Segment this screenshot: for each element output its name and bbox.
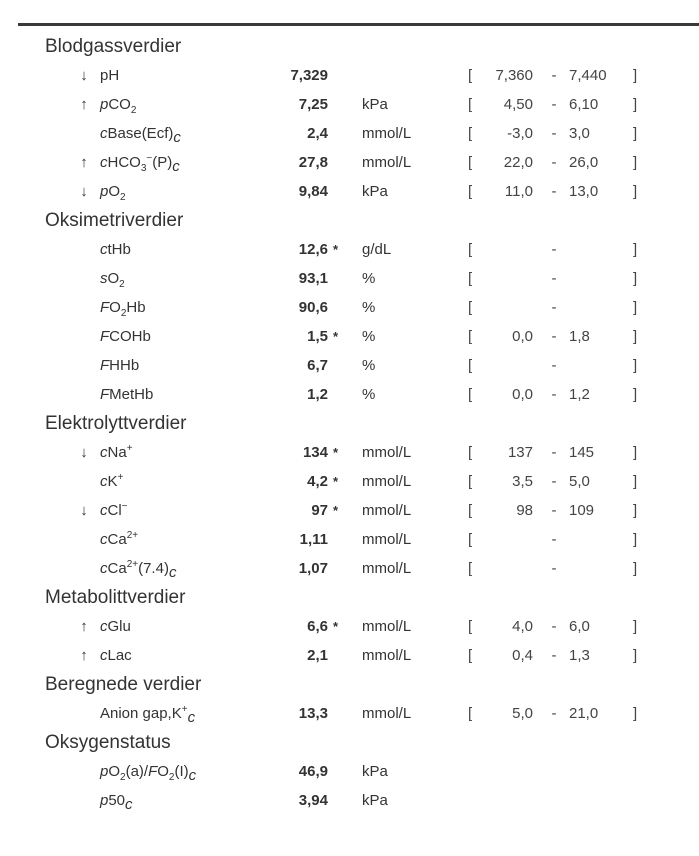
range-low: 0,0 bbox=[512, 328, 533, 345]
range-low: -3,0 bbox=[507, 125, 533, 142]
range-close-bracket: ] bbox=[633, 386, 638, 403]
report-section bbox=[0, 409, 699, 583]
range-dash: - bbox=[551, 473, 557, 490]
parameter-label: $pO_2(a)/FO_2(I)c$ bbox=[100, 763, 197, 784]
range-low: 4,50 bbox=[503, 96, 533, 113]
abnormal-arrow-icon: ↓ bbox=[80, 183, 88, 200]
range-low: 137 bbox=[507, 444, 533, 461]
section-header: Blodgassverdier bbox=[45, 36, 182, 57]
range-low: 98 bbox=[516, 502, 533, 519]
range-open-bracket: [ bbox=[468, 618, 473, 635]
range-dash: - bbox=[551, 241, 557, 258]
range-high: 145 bbox=[569, 444, 595, 461]
result-unit: mmol/L bbox=[362, 125, 412, 142]
result-value: 6,7 bbox=[307, 357, 328, 374]
flag-asterisk: * bbox=[333, 242, 339, 257]
range-dash: - bbox=[551, 67, 557, 84]
range-close-bracket: ] bbox=[633, 241, 638, 258]
range-close-bracket: ] bbox=[633, 531, 638, 548]
report-section bbox=[0, 32, 699, 206]
result-unit: % bbox=[362, 299, 376, 316]
result-row bbox=[0, 380, 699, 409]
range-low: 7,360 bbox=[495, 67, 533, 84]
result-row bbox=[0, 235, 699, 264]
range-close-bracket: ] bbox=[633, 357, 638, 374]
result-value: 1,2 bbox=[307, 386, 328, 403]
report-section bbox=[0, 728, 699, 815]
section-rows bbox=[0, 757, 699, 815]
result-value: 6,6 bbox=[307, 618, 328, 635]
result-row bbox=[0, 438, 699, 467]
parameter-label: cCa$^{2+}$(7.4)c bbox=[100, 559, 177, 581]
result-row bbox=[0, 293, 699, 322]
result-unit: mmol/L bbox=[362, 473, 412, 490]
range-open-bracket: [ bbox=[468, 386, 473, 403]
range-high: 1,8 bbox=[569, 328, 590, 345]
result-unit: mmol/L bbox=[362, 531, 412, 548]
range-close-bracket: ] bbox=[633, 618, 638, 635]
abnormal-arrow-icon: ↑ bbox=[80, 618, 88, 635]
range-dash: - bbox=[551, 357, 557, 374]
result-unit: mmol/L bbox=[362, 560, 412, 577]
parameter-label: $sO_2$ bbox=[100, 270, 125, 290]
result-unit: mmol/L bbox=[362, 502, 412, 519]
parameter-label: cCa$^{2+}$ bbox=[100, 530, 139, 548]
result-value: 7,25 bbox=[298, 96, 328, 113]
result-unit: mmol/L bbox=[362, 618, 412, 635]
range-close-bracket: ] bbox=[633, 183, 638, 200]
section-header: Metabolittverdier bbox=[45, 587, 186, 608]
range-close-bracket: ] bbox=[633, 705, 638, 722]
result-value: 1,11 bbox=[299, 531, 328, 548]
result-row bbox=[0, 119, 699, 148]
range-dash: - bbox=[551, 618, 557, 635]
range-close-bracket: ] bbox=[633, 647, 638, 664]
range-high: 6,0 bbox=[569, 618, 590, 635]
result-row bbox=[0, 699, 699, 728]
result-unit: g/dL bbox=[362, 241, 392, 258]
parameter-label: $FO_2Hb$ bbox=[100, 299, 146, 319]
result-value: 90,6 bbox=[298, 299, 328, 316]
range-close-bracket: ] bbox=[633, 125, 638, 142]
range-open-bracket: [ bbox=[468, 705, 473, 722]
result-unit: mmol/L bbox=[362, 154, 412, 171]
report-section bbox=[0, 206, 699, 409]
range-dash: - bbox=[551, 328, 557, 345]
range-close-bracket: ] bbox=[633, 270, 638, 287]
range-dash: - bbox=[551, 183, 557, 200]
result-row bbox=[0, 90, 699, 119]
result-row bbox=[0, 641, 699, 670]
range-dash: - bbox=[551, 96, 557, 113]
range-close-bracket: ] bbox=[633, 96, 638, 113]
result-value: 9,84 bbox=[298, 183, 328, 200]
result-unit: mmol/L bbox=[362, 444, 412, 461]
range-open-bracket: [ bbox=[468, 270, 473, 287]
section-header: Elektrolyttverdier bbox=[45, 413, 187, 434]
range-dash: - bbox=[551, 531, 557, 548]
result-unit: % bbox=[362, 357, 376, 374]
section-header: Oksimetriverdier bbox=[45, 210, 184, 231]
result-value: 4,2 bbox=[307, 473, 328, 490]
result-unit: kPa bbox=[362, 96, 388, 113]
result-value: 134 bbox=[302, 444, 328, 461]
section-header: Oksygenstatus bbox=[45, 732, 171, 753]
result-unit: % bbox=[362, 386, 376, 403]
range-open-bracket: [ bbox=[468, 96, 473, 113]
parameter-label: cBase(Ecf)c bbox=[100, 125, 181, 146]
result-value: 27,8 bbox=[298, 154, 328, 171]
result-value: 2,1 bbox=[307, 647, 328, 664]
top-divider bbox=[18, 23, 699, 26]
range-close-bracket: ] bbox=[633, 328, 638, 345]
result-unit: mmol/L bbox=[362, 705, 412, 722]
parameter-label: cHCO$_3$−(P)c bbox=[100, 153, 180, 175]
parameter-label: $pO_2$ bbox=[100, 183, 126, 203]
range-low: 4,0 bbox=[512, 618, 533, 635]
result-value: 1,5 bbox=[307, 328, 328, 345]
result-value: 3,94 bbox=[298, 792, 328, 809]
result-value: 13,3 bbox=[298, 705, 328, 722]
flag-asterisk: * bbox=[333, 619, 339, 634]
range-dash: - bbox=[551, 270, 557, 287]
result-value: 46,9 bbox=[298, 763, 328, 780]
range-open-bracket: [ bbox=[468, 647, 473, 664]
result-row bbox=[0, 467, 699, 496]
range-dash: - bbox=[551, 299, 557, 316]
result-value: 12,6 bbox=[298, 241, 328, 258]
range-high: 7,440 bbox=[569, 67, 607, 84]
parameter-label: p50c bbox=[100, 792, 133, 813]
range-close-bracket: ] bbox=[633, 154, 638, 171]
abnormal-arrow-icon: ↓ bbox=[80, 502, 88, 519]
range-high: 5,0 bbox=[569, 473, 590, 490]
range-high: 26,0 bbox=[569, 154, 599, 171]
range-high: 3,0 bbox=[569, 125, 590, 142]
abnormal-arrow-icon: ↓ bbox=[80, 444, 88, 461]
range-low: 0,4 bbox=[512, 647, 533, 664]
parameter-label: pH bbox=[100, 67, 120, 84]
result-row bbox=[0, 612, 699, 641]
result-row bbox=[0, 554, 699, 583]
range-dash: - bbox=[551, 647, 557, 664]
range-high: 1,3 bbox=[569, 647, 590, 664]
result-row bbox=[0, 61, 699, 90]
range-open-bracket: [ bbox=[468, 241, 473, 258]
range-dash: - bbox=[551, 502, 557, 519]
result-unit: % bbox=[362, 328, 376, 345]
range-open-bracket: [ bbox=[468, 154, 473, 171]
range-dash: - bbox=[551, 386, 557, 403]
result-row bbox=[0, 264, 699, 293]
result-row bbox=[0, 351, 699, 380]
range-close-bracket: ] bbox=[633, 473, 638, 490]
result-row bbox=[0, 148, 699, 177]
parameter-label: FHHb bbox=[100, 357, 140, 374]
range-low: 22,0 bbox=[503, 154, 533, 171]
parameter-label: ctHb bbox=[100, 241, 131, 258]
result-value: 1,07 bbox=[298, 560, 328, 577]
range-dash: - bbox=[551, 560, 557, 577]
parameter-label: cK+ bbox=[100, 472, 124, 490]
report-section bbox=[0, 670, 699, 728]
parameter-label: FCOHb bbox=[100, 328, 151, 345]
range-open-bracket: [ bbox=[468, 531, 473, 548]
section-rows bbox=[0, 235, 699, 409]
section-header: Beregnede verdier bbox=[45, 674, 202, 695]
result-value: 2,4 bbox=[307, 125, 328, 142]
flag-asterisk: * bbox=[333, 445, 339, 460]
range-open-bracket: [ bbox=[468, 473, 473, 490]
result-value: 97 bbox=[311, 502, 328, 519]
range-open-bracket: [ bbox=[468, 183, 473, 200]
range-low: 11,0 bbox=[504, 183, 533, 200]
result-row bbox=[0, 786, 699, 815]
section-rows bbox=[0, 699, 699, 728]
result-unit: mmol/L bbox=[362, 647, 412, 664]
range-low: 3,5 bbox=[512, 473, 533, 490]
range-close-bracket: ] bbox=[633, 502, 638, 519]
flag-asterisk: * bbox=[333, 474, 339, 489]
range-close-bracket: ] bbox=[633, 67, 638, 84]
abnormal-arrow-icon: ↑ bbox=[80, 154, 88, 171]
result-row bbox=[0, 177, 699, 206]
section-rows bbox=[0, 61, 699, 206]
report-section bbox=[0, 583, 699, 670]
range-close-bracket: ] bbox=[633, 299, 638, 316]
parameter-label: cGlu bbox=[100, 618, 131, 635]
range-dash: - bbox=[551, 444, 557, 461]
range-open-bracket: [ bbox=[468, 299, 473, 316]
abnormal-arrow-icon: ↑ bbox=[80, 647, 88, 664]
range-high: 13,0 bbox=[569, 183, 599, 200]
result-unit: kPa bbox=[362, 763, 388, 780]
result-value: 93,1 bbox=[298, 270, 328, 287]
range-open-bracket: [ bbox=[468, 502, 473, 519]
range-open-bracket: [ bbox=[468, 67, 473, 84]
result-row bbox=[0, 496, 699, 525]
abnormal-arrow-icon: ↑ bbox=[80, 96, 88, 113]
range-dash: - bbox=[551, 125, 557, 142]
parameter-label: cCl− bbox=[100, 501, 128, 519]
range-high: 6,10 bbox=[569, 96, 599, 113]
parameter-label: cLac bbox=[100, 647, 132, 664]
result-unit: kPa bbox=[362, 183, 388, 200]
result-unit: % bbox=[362, 270, 376, 287]
range-dash: - bbox=[551, 705, 557, 722]
parameter-label: FMetHb bbox=[100, 386, 154, 403]
range-close-bracket: ] bbox=[633, 444, 638, 461]
range-close-bracket: ] bbox=[633, 560, 638, 577]
range-open-bracket: [ bbox=[468, 560, 473, 577]
result-row bbox=[0, 525, 699, 554]
range-low: 5,0 bbox=[512, 705, 533, 722]
parameter-label: cNa+ bbox=[100, 443, 133, 461]
parameter-label: pCO$_2$ bbox=[100, 96, 137, 116]
result-value: 7,329 bbox=[290, 67, 328, 84]
range-open-bracket: [ bbox=[468, 125, 473, 142]
result-unit: kPa bbox=[362, 792, 388, 809]
range-low: 0,0 bbox=[512, 386, 533, 403]
range-open-bracket: [ bbox=[468, 357, 473, 374]
flag-asterisk: * bbox=[333, 329, 339, 344]
parameter-label: Anion gap,K+c bbox=[100, 704, 196, 726]
result-row bbox=[0, 322, 699, 351]
abnormal-arrow-icon: ↓ bbox=[80, 67, 88, 84]
range-high: 21,0 bbox=[569, 705, 599, 722]
blood-gas-report bbox=[0, 32, 699, 815]
range-open-bracket: [ bbox=[468, 444, 473, 461]
range-high: 1,2 bbox=[569, 386, 590, 403]
range-open-bracket: [ bbox=[468, 328, 473, 345]
result-row bbox=[0, 757, 699, 786]
range-high: 109 bbox=[569, 502, 595, 519]
section-rows bbox=[0, 438, 699, 583]
flag-asterisk: * bbox=[333, 503, 339, 518]
section-rows bbox=[0, 612, 699, 670]
range-dash: - bbox=[551, 154, 557, 171]
